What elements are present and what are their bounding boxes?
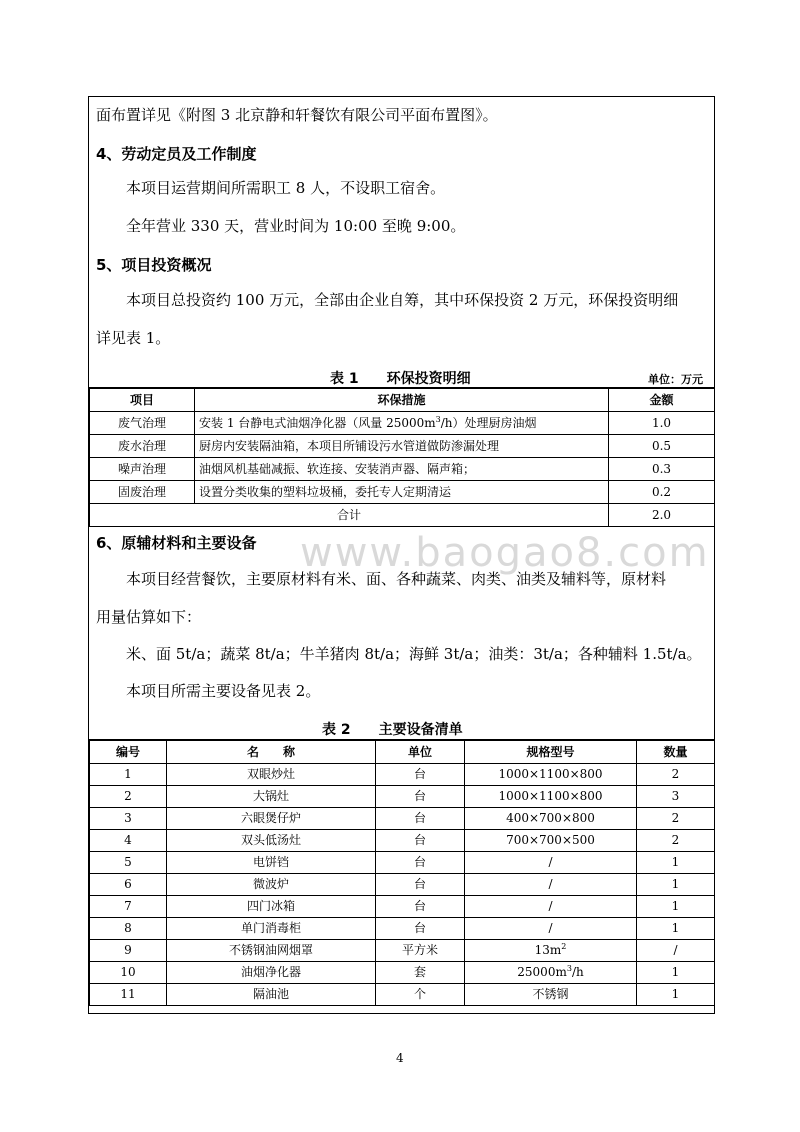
qty-cell: 1 xyxy=(637,984,715,1006)
no-cell: 1 xyxy=(90,764,167,786)
unit-cell: 台 xyxy=(376,874,465,896)
section5-text-line2: 详见表 1。 xyxy=(96,329,171,347)
no-cell: 9 xyxy=(90,940,167,962)
qty-cell: 1 xyxy=(637,918,715,940)
table1-caption: 表 1 环保投资明细 xyxy=(330,371,471,387)
table2-header-qty: 数量 xyxy=(637,740,715,764)
name-cell: 单门消毒柜 xyxy=(167,918,376,940)
spec-cell: / xyxy=(465,852,637,874)
amount-cell: 0.5 xyxy=(609,435,715,458)
watermark: www.baogao8.com xyxy=(300,530,710,576)
spec-cell: 1000×1100×800 xyxy=(465,786,637,808)
no-cell: 5 xyxy=(90,852,167,874)
name-cell: 微波炉 xyxy=(167,874,376,896)
no-cell: 7 xyxy=(90,896,167,918)
section5-text-line1: 本项目总投资约 100 万元，全部由企业自筹，其中环保投资 2 万元，环保投资明细 xyxy=(126,291,679,309)
qty-cell: 3 xyxy=(637,786,715,808)
measure-cell: 油烟风机基础减振、软连接、安装消声器、隔声箱； xyxy=(195,458,609,481)
section5-heading: 5、项目投资概况 xyxy=(96,256,212,274)
qty-cell: 2 xyxy=(637,764,715,786)
no-cell: 4 xyxy=(90,830,167,852)
qty-cell: / xyxy=(637,940,715,962)
unit-cell: 台 xyxy=(376,786,465,808)
spec-cell: 700×700×500 xyxy=(465,830,637,852)
amount-cell: 1.0 xyxy=(609,412,715,435)
table1-header-row xyxy=(90,388,715,412)
amount-cell: 0.2 xyxy=(609,481,715,504)
table-row xyxy=(90,874,715,896)
total-label: 合计 xyxy=(90,504,609,527)
table2-header-unit: 单位 xyxy=(376,740,465,764)
materials-text: 米、面 5t/a；蔬菜 8t/a；牛羊猪肉 8t/a；海鲜 3t/a；油类：3t/a；各种辅料 1.5t/a。 xyxy=(126,645,702,663)
item-cell: 废水治理 xyxy=(90,435,195,458)
no-cell: 8 xyxy=(90,918,167,940)
no-cell: 6 xyxy=(90,874,167,896)
spec-cell: / xyxy=(465,896,637,918)
measure-cell: 安装 1 台静电式油烟净化器（风量 $25000m^3/h$）处理厨房油烟 xyxy=(195,412,609,435)
table-row xyxy=(90,435,715,458)
investment-table xyxy=(89,387,715,527)
unit-cell: 台 xyxy=(376,896,465,918)
name-cell: 六眼煲仔炉 xyxy=(167,808,376,830)
spec-cell: / xyxy=(465,918,637,940)
equipment-ref-text: 本项目所需主要设备见表 2。 xyxy=(126,682,321,700)
section6-heading: 6、原辅材料和主要设备 xyxy=(96,534,257,552)
section4-hours-text: 全年营业 330 天，营业时间为 10:00 至晚 9:00。 xyxy=(126,217,466,235)
table2-caption: 表 2 主要设备清单 xyxy=(322,722,463,738)
name-cell: 双头低汤灶 xyxy=(167,830,376,852)
name-cell: 四门冰箱 xyxy=(167,896,376,918)
table-row xyxy=(90,412,715,435)
unit-cell: 台 xyxy=(376,852,465,874)
section6-text-line1: 本项目经营餐饮，主要原材料有米、面、各种蔬菜、肉类、油类及辅料等，原材料 xyxy=(126,570,667,588)
qty-cell: 1 xyxy=(637,852,715,874)
unit-cell: 平方米 xyxy=(376,940,465,962)
unit-cell: 台 xyxy=(376,830,465,852)
spec-cell: / xyxy=(465,874,637,896)
table-row xyxy=(90,918,715,940)
name-cell: 电饼铛 xyxy=(167,852,376,874)
no-cell: 11 xyxy=(90,984,167,1006)
spec-cell: 不锈钢 xyxy=(465,984,637,1006)
spec-cell: 1000×1100×800 xyxy=(465,764,637,786)
spec-cell: $25000m^3/h$ xyxy=(465,962,637,984)
unit-cell: 台 xyxy=(376,918,465,940)
table-row xyxy=(90,984,715,1006)
table-row xyxy=(90,458,715,481)
intro-line: 面布置详见《附图 3 北京静和轩餐饮有限公司平面布置图》。 xyxy=(96,106,498,124)
table2-header-row xyxy=(90,740,715,764)
table-row xyxy=(90,962,715,984)
section4-staff-text: 本项目运营期间所需职工 8 人，不设职工宿舍。 xyxy=(126,179,446,197)
table-row xyxy=(90,830,715,852)
total-amount: 2.0 xyxy=(609,504,715,527)
table1-header-item: 项目 xyxy=(90,388,195,412)
spec-cell: 400×700×800 xyxy=(465,808,637,830)
name-cell: 不锈钢油网烟罩 xyxy=(167,940,376,962)
section6-text-line2: 用量估算如下： xyxy=(96,608,202,626)
equipment-table xyxy=(89,739,715,1006)
table-row xyxy=(90,896,715,918)
table1-total-row xyxy=(90,504,715,527)
measure-cell: 厨房内安装隔油箱，本项目所铺设污水管道做防渗漏处理 xyxy=(195,435,609,458)
qty-cell: 1 xyxy=(637,874,715,896)
table-row xyxy=(90,808,715,830)
unit-cell: 台 xyxy=(376,764,465,786)
table2-header-name: 名 称 xyxy=(167,740,376,764)
qty-cell: 1 xyxy=(637,896,715,918)
spec-cell: $13m^2$ xyxy=(465,940,637,962)
table1-unit: 单位：万元 xyxy=(648,373,703,386)
table-row xyxy=(90,481,715,504)
name-cell: 油烟净化器 xyxy=(167,962,376,984)
section4-heading: 4、劳动定员及工作制度 xyxy=(96,145,257,163)
item-cell: 噪声治理 xyxy=(90,458,195,481)
qty-cell: 1 xyxy=(637,962,715,984)
unit-cell: 台 xyxy=(376,808,465,830)
unit-cell: 个 xyxy=(376,984,465,1006)
table-row xyxy=(90,786,715,808)
measure-cell: 设置分类收集的塑料垃圾桶，委托专人定期清运 xyxy=(195,481,609,504)
no-cell: 2 xyxy=(90,786,167,808)
item-cell: 废气治理 xyxy=(90,412,195,435)
table1-header-measure: 环保措施 xyxy=(195,388,609,412)
table1-header-amount: 金额 xyxy=(609,388,715,412)
name-cell: 双眼炒灶 xyxy=(167,764,376,786)
qty-cell: 2 xyxy=(637,808,715,830)
table-row xyxy=(90,764,715,786)
amount-cell: 0.3 xyxy=(609,458,715,481)
no-cell: 3 xyxy=(90,808,167,830)
table-row xyxy=(90,852,715,874)
no-cell: 10 xyxy=(90,962,167,984)
qty-cell: 2 xyxy=(637,830,715,852)
table-row xyxy=(90,940,715,962)
name-cell: 隔油池 xyxy=(167,984,376,1006)
item-cell: 固废治理 xyxy=(90,481,195,504)
page-number: 4 xyxy=(396,1051,404,1065)
name-cell: 大锅灶 xyxy=(167,786,376,808)
unit-cell: 套 xyxy=(376,962,465,984)
table2-header-spec: 规格型号 xyxy=(465,740,637,764)
table2-header-no: 编号 xyxy=(90,740,167,764)
